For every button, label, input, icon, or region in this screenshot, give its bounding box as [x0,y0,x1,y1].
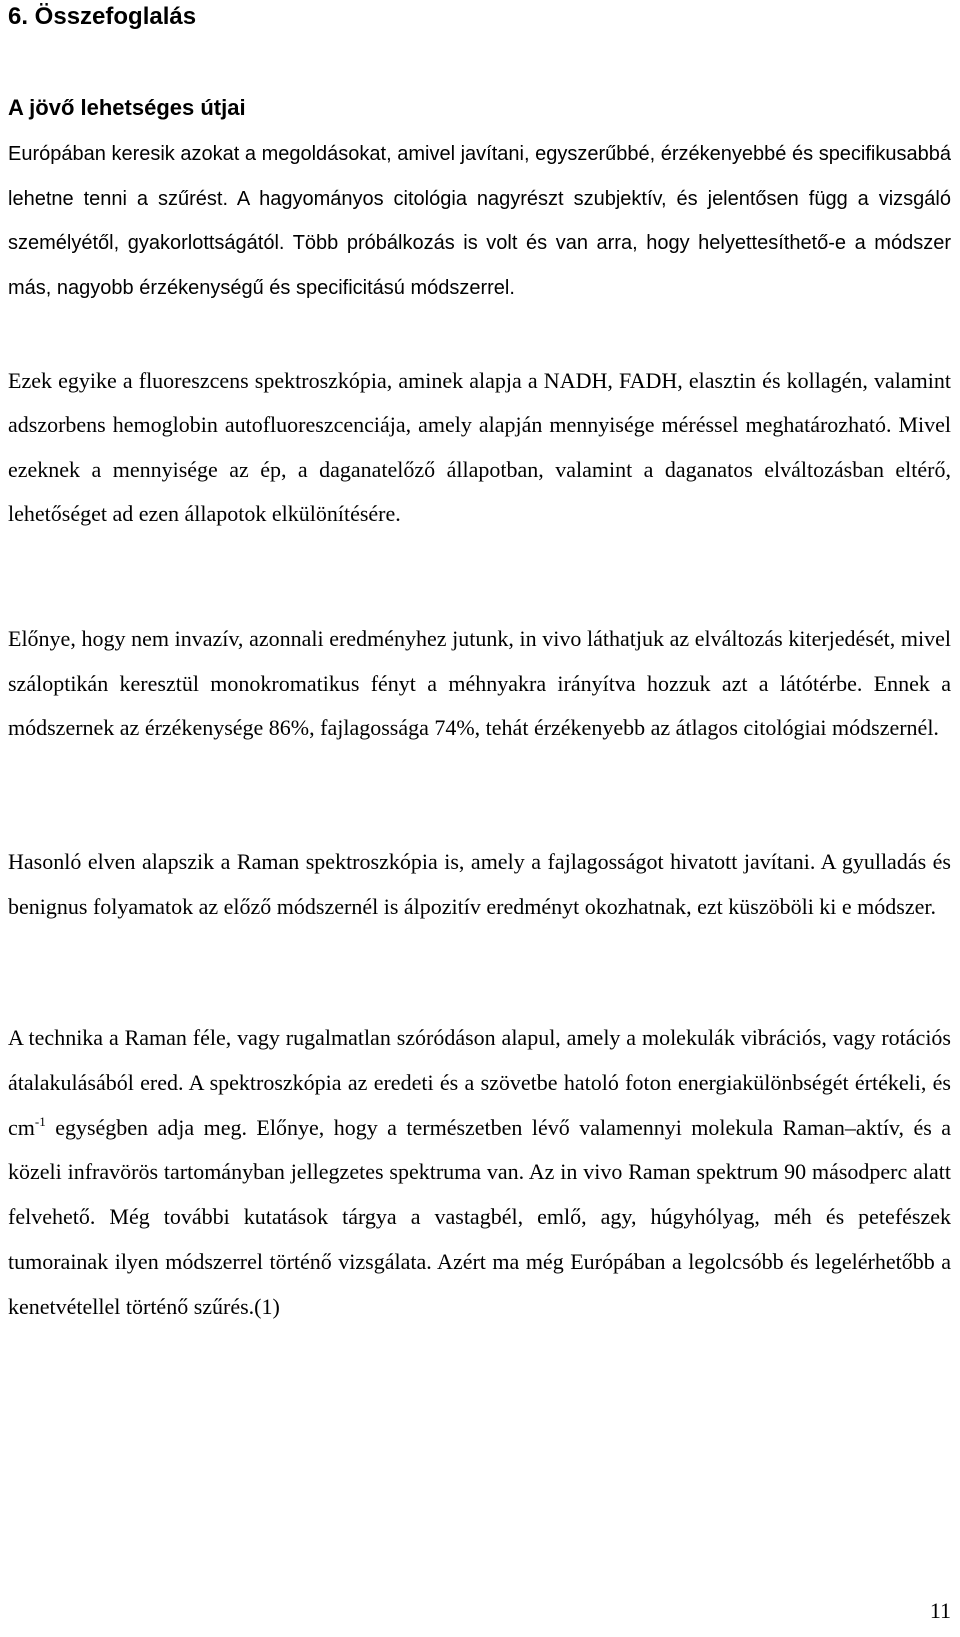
section-heading: 6. Összefoglalás [8,3,197,30]
unit-exponent: -1 [34,1113,46,1129]
paragraph-fluorescence: Ezek egyike a fluoreszcens spektroszkópia, aminek alapja a NADH, FADH, elasztin és kollagén, valamint adszorbens hemoglobin autofluoreszcenciája, amely alapján mennyisége méréssel meghatározható. Mivel ezeknek a mennyisége az ép, a daganatelőző állapotban, valamint a daganatos elváltozásban eltérő, lehetőséget ad ezen állapotok elkülönítésére. [8,368,951,526]
paragraph-screening-intro: Európában keresik azokat a megoldásokat, amivel javítani, egyszerűbbé, érzékenyebbé és specifikusabbá lehetne tenni a szűrést. A hagyományos citológia nagyrészt szubjektív, és jelentősen függ a vizsgáló személyétől, gyakorlottságától. Több próbálkozás is volt és van arra, hogy helyettesíthető-e a módszer más, nagyobb érzékenységű és specificitású módszerrel. [8,143,951,299]
raman-text-part-1: A technika a Raman féle, vagy rugalmatlan szóródáson alapul, amely a molekulák vibrációs, vagy rotációs átalakulásából ered. A spektroszkópia az eredeti és a szövetbe hatoló foton energiakülönbségét értékeli, és cm [8,1025,951,1140]
subsection-heading: A jövő lehetséges útjai [8,95,246,120]
raman-text-part-2: egységben adja meg. Előnye, hogy a természetben lévő valamennyi molekula Raman–aktív, és a közeli infravörös tartományban jellegzetes spektruma van. Az in vivo Raman spektrum 90 másodperc alatt felvehető. Még további kutatások tárgya a vastagbél, emlő, agy, húgyhólyag, méh és petefészek tumorainak ilyen módszerrel történő vizsgálata. Azért ma még Európában a legolcsóbb és legelérhetőbb a kenetvétellel történő szűrés.(1) [8,1114,951,1319]
paragraph-raman-intro: Hasonló elven alapszik a Raman spektroszkópia is, amely a fajlagosságot hivatott javítani. A gyulladás és benignus folyamatok az előző módszernél is álpozitív eredményt okozhatnak, ezt küszöböli ki e módszer. [8,849,951,919]
paragraph-advantages: Előnye, hogy nem invazív, azonnali eredményhez jutunk, in vivo láthatjuk az elváltozás kiterjedését, mivel száloptikán keresztül monokromatikus fényt a méhnyakra irányítva hozzuk azt a látótérbe. Ennek a módszernek az érzékenysége 86%, fajlagossága 74%, tehát érzékenyebb az átlagos citológiai módszernél. [8,626,951,741]
paragraph-raman-technique [8,1016,951,1330]
page-number: 11 [929,1598,951,1623]
